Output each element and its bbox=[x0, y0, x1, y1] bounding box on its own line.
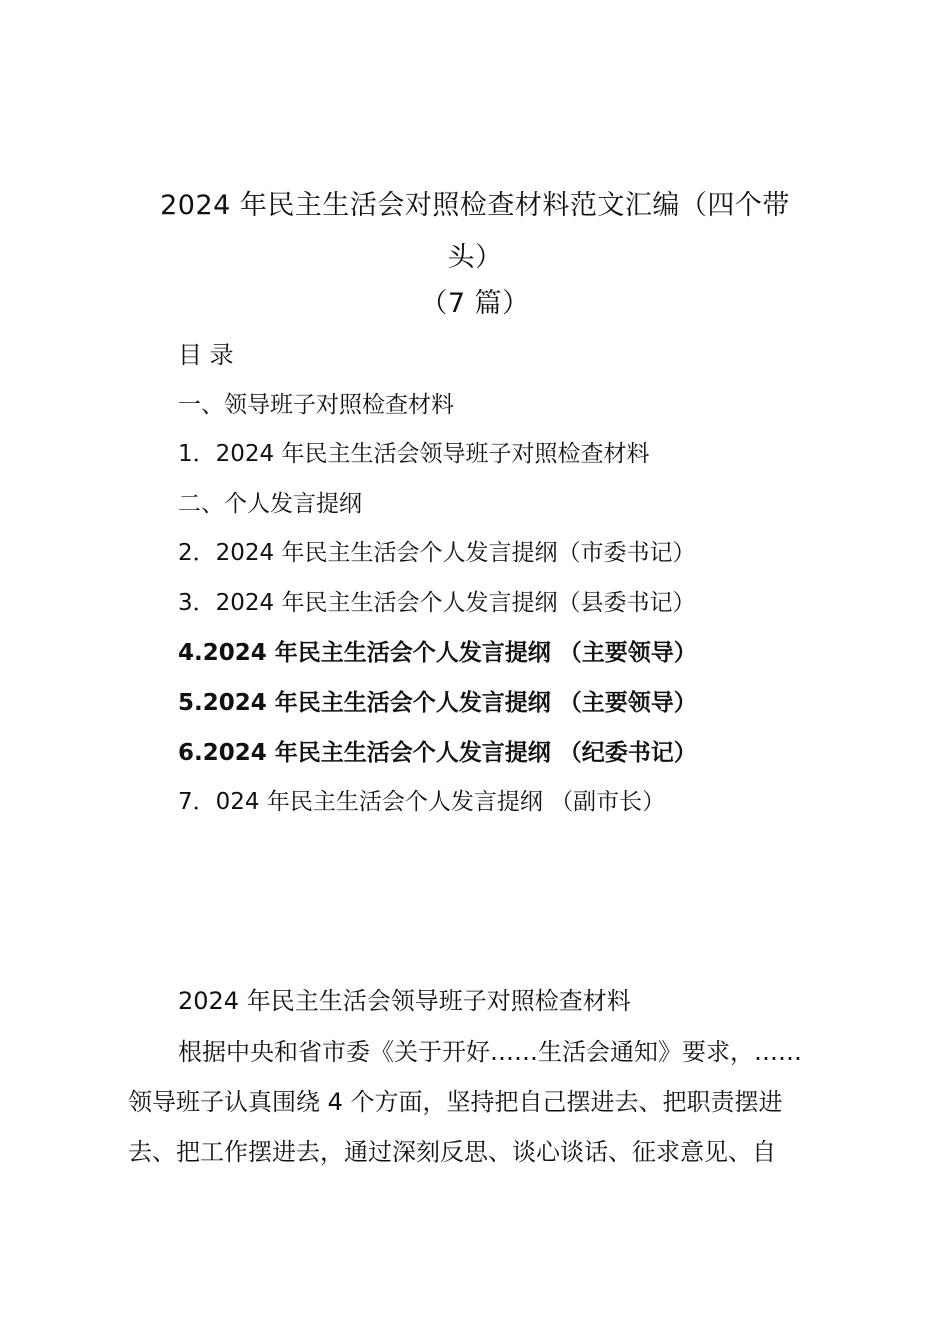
section-title: 2024 年民主生活会领导班子对照检查材料 bbox=[178, 987, 631, 1015]
document-title-line-1: 2024 年民主生活会对照检查材料范文汇编（四个带 bbox=[160, 190, 790, 221]
paragraph-line: 领导班子认真围绕 4 个方面，坚持把自己摆进去、把职责摆进 bbox=[128, 1088, 783, 1116]
toc-heading: 目 录 bbox=[178, 341, 234, 369]
toc-item: 1．2024 年民主生活会领导班子对照检查材料 bbox=[178, 441, 650, 467]
paragraph-line: 根据中央和省市委《关于开好……生活会通知》要求，…… bbox=[178, 1038, 802, 1066]
toc-item: 5.2024 年民主生活会个人发言提纲 （主要领导） bbox=[178, 690, 697, 716]
toc-item: 2．2024 年民主生活会个人发言提纲（市委书记） bbox=[178, 540, 696, 566]
toc-item: 3．2024 年民主生活会个人发言提纲（县委书记） bbox=[178, 590, 696, 616]
toc-item: 7．024 年民主生活会个人发言提纲 （副市长） bbox=[178, 789, 666, 815]
document-title-line-2: 头） bbox=[447, 242, 503, 273]
toc-item: 一、领导班子对照检查材料 bbox=[178, 392, 454, 418]
document-title-line-3: （7 篇） bbox=[420, 288, 530, 319]
toc-item: 二、个人发言提纲 bbox=[178, 491, 362, 517]
paragraph-line: 去、把工作摆进去，通过深刻反思、谈心谈话、征求意见、自 bbox=[128, 1138, 776, 1166]
toc-item: 6.2024 年民主生活会个人发言提纲 （纪委书记） bbox=[178, 740, 697, 766]
toc-item: 4.2024 年民主生活会个人发言提纲 （主要领导） bbox=[178, 640, 697, 666]
